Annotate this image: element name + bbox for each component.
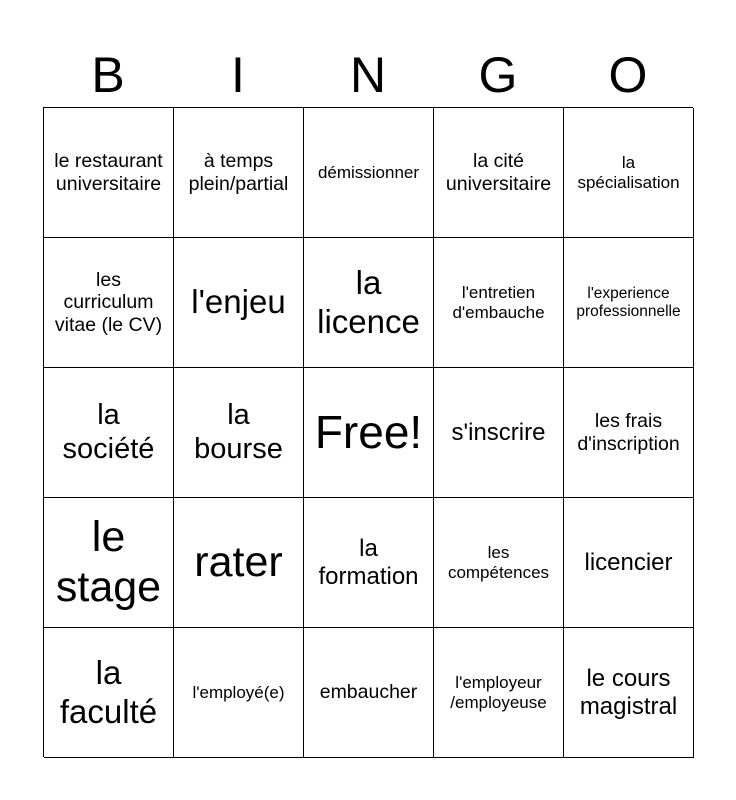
bingo-cell: l'entretien d'embauche [434,238,564,368]
bingo-cell: l'employeur /employeuse [434,628,564,758]
header-letter-g: G [478,47,518,103]
bingo-cell: la formation [304,498,434,628]
bingo-cell: le stage [44,498,174,628]
bingo-cell: embaucher [304,628,434,758]
bingo-cell: l'experience professionnelle [564,238,694,368]
bingo-board [43,107,693,757]
bingo-cell: les compétences [434,498,564,628]
bingo-header [43,44,693,106]
bingo-cell: l'enjeu [174,238,304,368]
bingo-cell: le cours magistral [564,628,694,758]
header-letter-n: N [349,47,387,103]
bingo-cell: s'inscrire [434,368,564,498]
bingo-cell: les curriculum vitae (le CV) [44,238,174,368]
bingo-cell: l'employé(e) [174,628,304,758]
bingo-cell: les frais d'inscription [564,368,694,498]
header-letter-i: I [231,47,245,103]
bingo-cell: la spécialisation [564,108,694,238]
bingo-cell: la faculté [44,628,174,758]
free-space-cell: Free! [304,368,434,498]
header-letter-o: O [608,47,648,103]
bingo-cell: démissionner [304,108,434,238]
bingo-cell: la bourse [174,368,304,498]
bingo-cell: le restaurant universitaire [44,108,174,238]
bingo-cell: la cité universitaire [434,108,564,238]
bingo-cell: rater [174,498,304,628]
header-letter-b: B [91,47,125,103]
bingo-cell: licencier [564,498,694,628]
bingo-cell: la licence [304,238,434,368]
bingo-cell: à temps plein/partial [174,108,304,238]
bingo-cell: la société [44,368,174,498]
